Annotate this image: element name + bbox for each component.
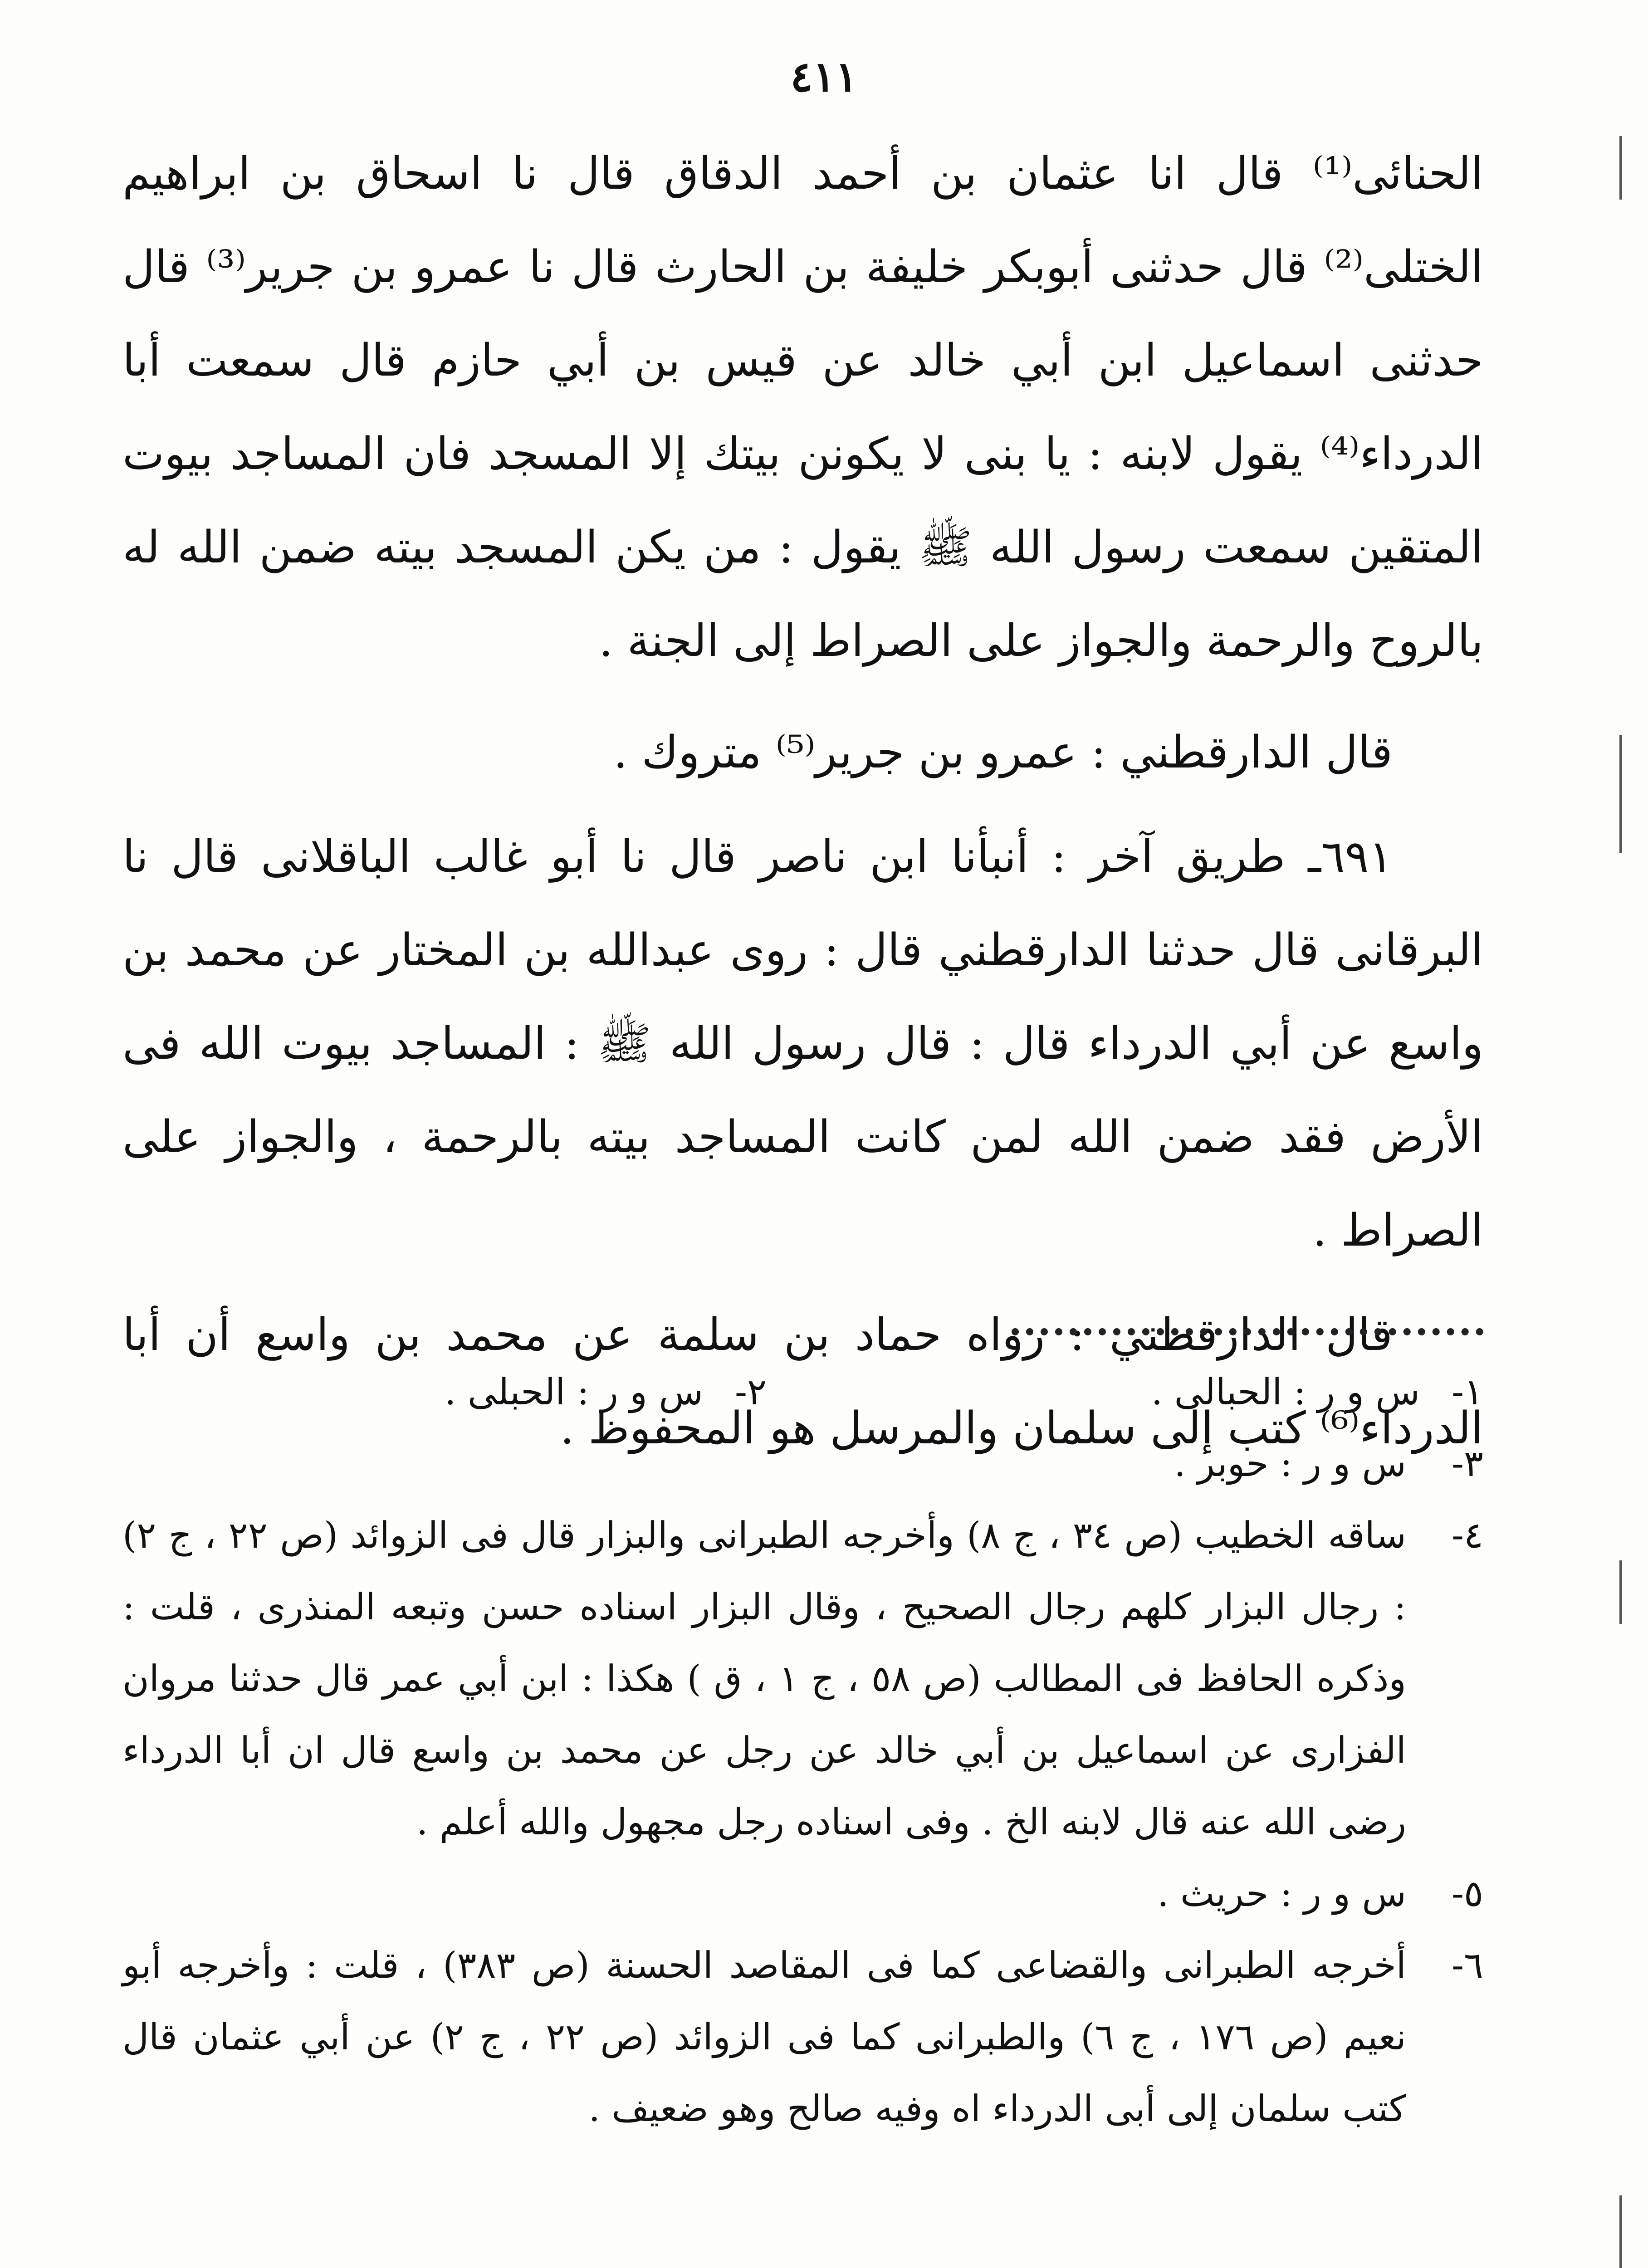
scan-margin-line-top xyxy=(1619,136,1622,200)
footnote-number: ٦- xyxy=(1452,1944,1483,1986)
scan-margin-line-bottom xyxy=(1619,2195,1622,2268)
paragraph-1: الحنائى⁽¹⁾ قال انا عثمان بن أحمد الدقاق قال نا اسحاق بن ابراهيم الختلى⁽²⁾ قال حدثنى أبوبكر خليفة بن الحارث قال نا عمرو بن جرير⁽³⁾ قال حدثنى اسماعيل ابن أبي خالد عن قيس بن أبي حازم قال سمعت أبا الدرداء⁽⁴⁾ يقول لابنه : يا بنى لا يكونن بيتك إلا المسجد فان المساجد بيوت المتقين سمعت رسول الله ﷺ يقول : من يكن المسجد بيته ضمن الله له بالروح والرحمة والجواز على الصراط إلى الجنة . xyxy=(122,148,1484,667)
main-text xyxy=(122,127,1483,1486)
footnote-number: ٤- xyxy=(1452,1514,1483,1556)
footnote-number: ٣- xyxy=(1452,1442,1483,1485)
footnote-text: ساقه الخطيب (ص ٣٤ ، ج ٨) وأخرجه الطبرانى والبزار قال فى الزوائد (ص ٢٢ ، ج ٢) : رجال البزار كلهم رجال الصحيح ، وقال البزار اسناده حسن وتبعه المنذرى ، قلت : وذكره الحافظ فى المطالب (ص ٥٨ ، ج ١ ، ق ) هكذا : ابن أبي عمر قال حدثنا مروان الفزارى عن اسماعيل بن أبي خالد عن رجل عن محمد بن واسع قال ان أبا الدرداء رضى الله عنه قال لابنه الخ . وفى اسناده رجل مجهول والله أعلم . xyxy=(122,1514,1407,1843)
footnote-number: ١- xyxy=(1452,1371,1483,1413)
footnotes xyxy=(122,1356,1483,2145)
paragraph-3: ٦٩١ـ طريق آخر : أنبأنا ابن ناصر قال نا أبو غالب الباقلانى قال نا البرقانى قال حدثنا الدارقطني قال : روى عبدالله بن المختار عن محمد بن واسع عن أبي الدرداء قال : قال رسول الله ﷺ : المساجد بيوت الله فى الأرض فقد ضمن الله لمن كانت المساجد بيته بالرحمة ، والجواز على الصراط . xyxy=(122,831,1483,1256)
page-number: ٤١١ xyxy=(790,52,858,101)
footnote-5 xyxy=(122,1858,1483,1930)
footnote-4 xyxy=(122,1500,1483,1858)
footnote-number: ٢- xyxy=(735,1371,767,1413)
footnote-text: س و ر : الحبالى . xyxy=(1151,1371,1420,1413)
footnote-1 xyxy=(767,1356,1483,1428)
footnote-text: س و ر : حوبر . xyxy=(1174,1442,1406,1485)
paragraph-2: قال الدارقطني : عمرو بن جرير⁽⁵⁾ متروك . xyxy=(613,727,1393,778)
scan-margin-line-lower xyxy=(1619,1560,1622,1624)
paragraph-4: قال الدارقطني : رواه حماد بن سلمة عن محمد بن واسع أن أبا الدرداء⁽⁶⁾ كتب إلى سلمان والمرسل هو المحفوظ . xyxy=(122,1309,1483,1454)
footnote-text: س و ر : الحبلى . xyxy=(445,1371,703,1413)
footnote-number: ٥- xyxy=(1452,1872,1483,1915)
footnote-separator xyxy=(1012,1328,1483,1335)
footnote-text: س و ر : حريث . xyxy=(1157,1872,1406,1915)
footnote-2 xyxy=(132,1356,767,1428)
footnote-3 xyxy=(122,1428,1483,1500)
footnote-row-1-2 xyxy=(122,1356,1483,1428)
footnote-text: أخرجه الطبرانى والقضاعى كما فى المقاصد الحسنة (ص ٣٨٣) ، قلت : وأخرجه أبو نعيم (ص ١٧٦ ، ج ٦) والطبرانى كما فى الزوائد (ص ٢٢ ، ج ٢) عن أبي عثمان قال كتب سلمان إلى أبى الدرداء اه وفيه صالح وهو ضعيف . xyxy=(122,1944,1407,2130)
scan-margin-line-middle xyxy=(1619,735,1622,853)
footnote-6 xyxy=(122,1930,1483,2145)
